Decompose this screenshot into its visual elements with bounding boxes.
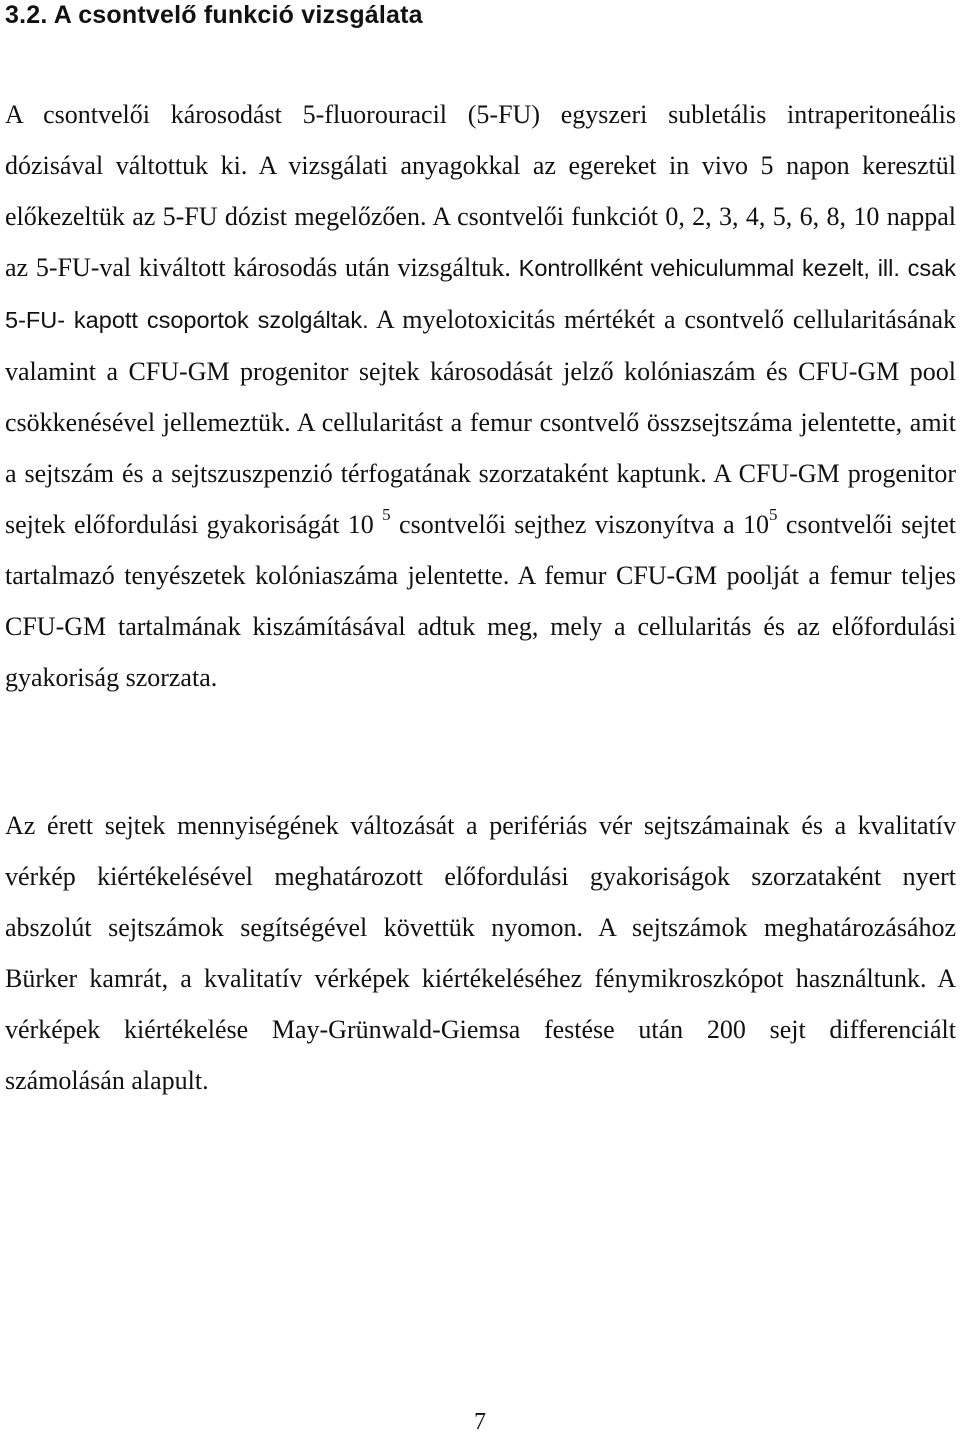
paragraph-text: csontvelői sejtet tartalmazó tenyészetek kolóniaszáma jelentette. A femur CFU-GM poolját a femur teljes CFU-GM tartalmának kiszámításával adtuk meg, mely a cellularitás és az előfordulási gyakoriság szorzata. <box>5 510 956 692</box>
paragraph-text: A myelotoxicitás mértékét a csontvelő cellularitásának valamint a CFU-GM progenitor sejtek károsodását jelző kolóniaszám és CFU-GM pool csökkenésével jellemeztük. A cellularitást a femur csontvelő összsejtszáma jelentette, amit a sejtszám és a sejtszuszpenzió térfogatának szorzataként kaptunk. A CFU-GM progenitor sejtek előfordulási gyakoriságát 10 <box>5 305 956 539</box>
superscript-exponent: 5 <box>769 505 778 525</box>
paragraph-text: csontvelői sejthez viszonyítva a 10 <box>390 510 769 539</box>
paragraph-methods-blood-count: Az érett sejtek mennyiségének változását a perifériás vér sejtszámainak és a kvalitatív vérkép kiértékelésével meghatározott előfordulási gyakoriságok szorzataként nyert abszolút sejtszámok segítségével követtük nyomon. A sejtszámok meghatározásához Bürker kamrát, a kvalitatív vérképek kiértékeléséhez fénymikroszkópot használtunk. A vérképek kiértékelése May-Grünwald-Giemsa festése után 200 sejt differenciált számolásán alapult. <box>5 811 956 1095</box>
paragraph-text: A csontvelői károsodást 5-fluorouracil (5-FU) egyszeri subletális intraperitoneális dózisával váltottuk ki. A vizsgálati anyagokkal az egereket in vivo 5 napon keresztül előkezeltük az 5-FU dózist megelőzően. A csontvelői funkciót 0, 2, 3, 4, 5, 6, 8, 10 nappal az 5-FU-val kiváltott károsodás után vizsgáltuk. <box>5 100 956 282</box>
page-number: 7 <box>474 1409 486 1435</box>
superscript-exponent: 5 <box>382 505 391 525</box>
paragraph-text-sans: Kontrollként vehiculummal kezelt, ill. csak 5-FU- kapott csoportok szolgáltak. <box>5 255 956 333</box>
paragraph-methods-bone-marrow <box>5 89 956 703</box>
section-heading: 3.2. A csontvelő funkció vizsgálata <box>5 1 423 29</box>
